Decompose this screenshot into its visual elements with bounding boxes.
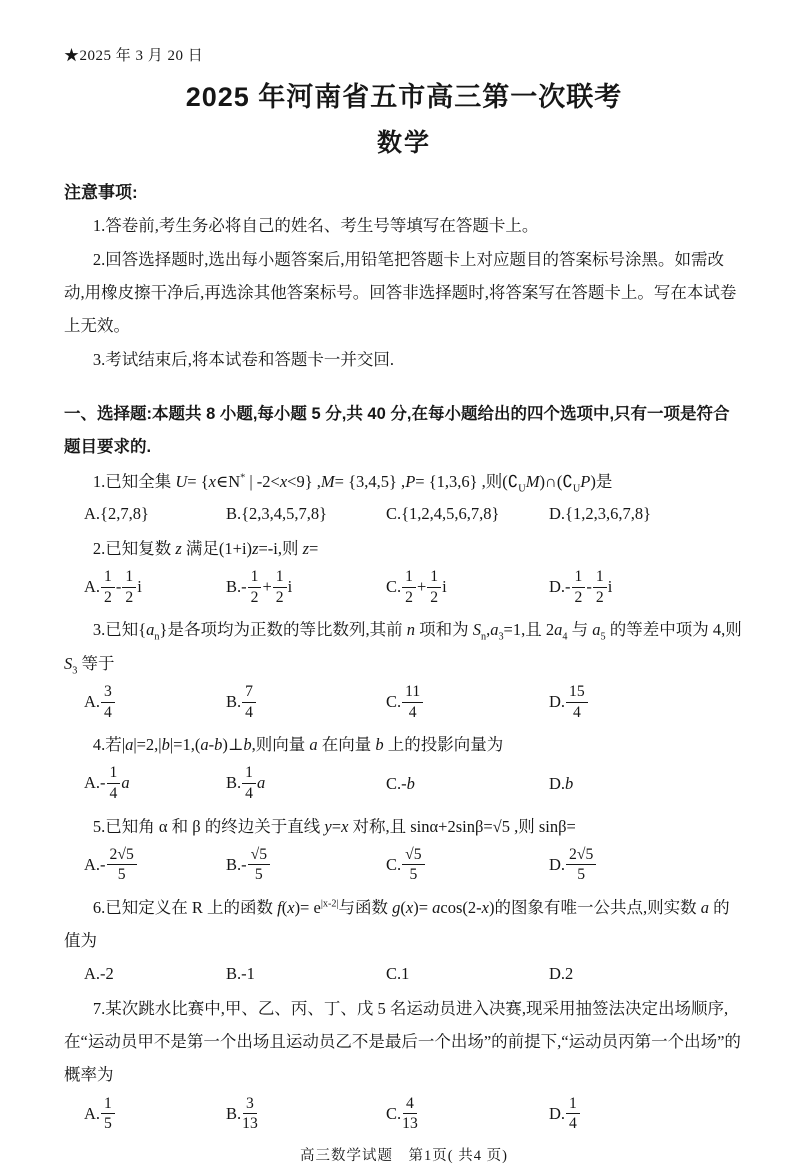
question-1-option-c: C.{1,2,4,5,6,7,8}	[386, 504, 500, 524]
question-1-options	[84, 498, 744, 531]
question-3-option-b: B. $\frac{7}{4}$	[226, 684, 386, 722]
question-2	[64, 532, 744, 613]
question-5	[64, 810, 744, 891]
question-6-option-d: D.2	[549, 964, 574, 984]
question-3-stem: 3.已知$\{a_n\}$是各项均为正数的等比数列,其前 n 项和为 $S_n,a_3=1$,且 $2a_4$ 与 $a_5$ 的等差中项为 4,则 $S_3$ 等于	[64, 620, 742, 676]
exam-date-line: ★2025 年 3 月 20 日	[64, 48, 204, 64]
question-7-option-d: D. $\frac{1}{4}$	[549, 1096, 744, 1134]
question-7-option-a: A. $\frac{1}{5}$	[84, 1096, 226, 1134]
question-4-option-d: D.b	[549, 774, 574, 794]
question-3-option-c: C. $\frac{11}{4}$	[386, 684, 549, 722]
question-2-stem: 2.已知复数 z 满足(1+i)z=-i,则 z=	[92, 538, 319, 558]
question-2-option-d: D.- $\frac{1}{2}$ - $\frac{1}{2}$ i	[549, 568, 613, 606]
question-2-option-c: C. $\frac{1}{2}$ + $\frac{1}{2}$ i	[386, 568, 447, 606]
question-1-option-b: B.{2,3,4,5,7,8}	[226, 504, 328, 524]
question-4-option-b: B. $\frac{1}{4}$ a	[226, 764, 266, 802]
question-6-stem: 6.已知定义在 R 上的函数 $f(x)= e^{|x-2|}$与函数 g(x)= acos(2-x)的图象有唯一公共点,则实数 a 的值为	[64, 897, 730, 951]
question-2-option-a: A. $\frac{1}{2}$ - $\frac{1}{2}$ i	[84, 568, 142, 606]
question-2-option-b: B.- $\frac{1}{2}$ + $\frac{1}{2}$ i	[226, 568, 293, 606]
question-5-options	[84, 843, 744, 890]
question-3	[64, 613, 744, 728]
question-7-options	[84, 1092, 744, 1139]
exam-subject: 数学	[376, 129, 431, 157]
question-5-option-d: D. $\frac{2√5}{5}$	[549, 847, 744, 885]
question-7	[64, 992, 744, 1140]
notice-item-1: 1.答卷前,考生务必将自己的姓名、考生号等填写在答题卡上。	[92, 216, 539, 236]
question-7-stem: 7.某次跳水比赛中,甲、乙、丙、丁、戊 5 名运动员进入决赛,现采用抽签法决定出场顺序,在“运动员甲不是第一个出场且运动员乙不是最后一个出场”的前提下,“运动员丙第一个出场”的概率为	[64, 998, 741, 1085]
question-6-option-a: A.-2	[84, 964, 114, 984]
exam-title: 2025 年河南省五市高三第一次联考	[185, 82, 623, 112]
question-3-option-a: A. $\frac{3}{4}$	[84, 684, 226, 722]
question-7-option-b: B. $\frac{3}{13}$	[226, 1094, 258, 1133]
question-7-option-c: C. $\frac{4}{13}$	[386, 1094, 418, 1133]
question-1-stem: 1.已知全集 U= {x∈N* | -2<x<9} ,M= {3,4,5} ,P= {1,3,6} ,则$(∁_UM)\cap(∁_UP)$是	[92, 471, 613, 494]
question-3-options	[84, 680, 744, 727]
question-6-options	[84, 958, 744, 991]
question-6-option-b: B.-1	[226, 964, 255, 984]
question-6-option-c: C.1	[386, 964, 410, 984]
section-one-heading: 一、选择题:本题共 8 小题,每小题 5 分,共 40 分,在每小题给出的四个选项中,只有一项是符合题目要求的.	[64, 404, 730, 457]
notice-heading: 注意事项:	[64, 183, 138, 202]
question-4-option-a: A.- $\frac{1}{4}$ a	[84, 764, 130, 802]
notice-section	[64, 177, 744, 376]
question-5-option-b: B.- $\frac{√5}{5}$	[226, 847, 386, 885]
question-4-option-c: C.-b	[386, 774, 415, 794]
question-6	[64, 891, 744, 992]
notice-item-3: 3.考试结束后,将本试卷和答题卡一并交回.	[92, 349, 394, 369]
question-4-options	[84, 761, 744, 808]
page-footer: 高三数学试题 第1页( 共4 页)	[300, 1147, 508, 1164]
question-5-option-a: A.- $\frac{2√5}{5}$	[84, 847, 226, 885]
question-1-option-a: A.{2,7,8}	[84, 504, 149, 524]
question-3-option-d: D. $\frac{15}{4}$	[549, 684, 744, 722]
question-4	[64, 728, 744, 809]
question-1	[64, 465, 744, 532]
notice-item-2: 2.回答选择题时,选出每小题答案后,用铅笔把答题卡上对应题目的答案标号涂黑。如需改动,用橡皮擦干净后,再选涂其他答案标号。回答非选择题时,将答案写在答题卡上。写在本试卷上无效。	[64, 249, 737, 336]
question-5-stem: 5.已知角 α 和 β 的终边关于直线 y=x 对称,且 sinα+2sinβ=√5 ,则 sinβ=	[92, 816, 576, 836]
question-1-option-d: D.{1,2,3,6,7,8}	[549, 504, 652, 524]
question-2-options	[84, 565, 744, 612]
question-5-option-c: C. $\frac{√5}{5}$	[386, 847, 549, 885]
question-4-stem: 4.若|a|=2,|b|=1,(a-b)⊥b,则向量 a 在向量 b 上的投影向量为	[92, 735, 504, 755]
